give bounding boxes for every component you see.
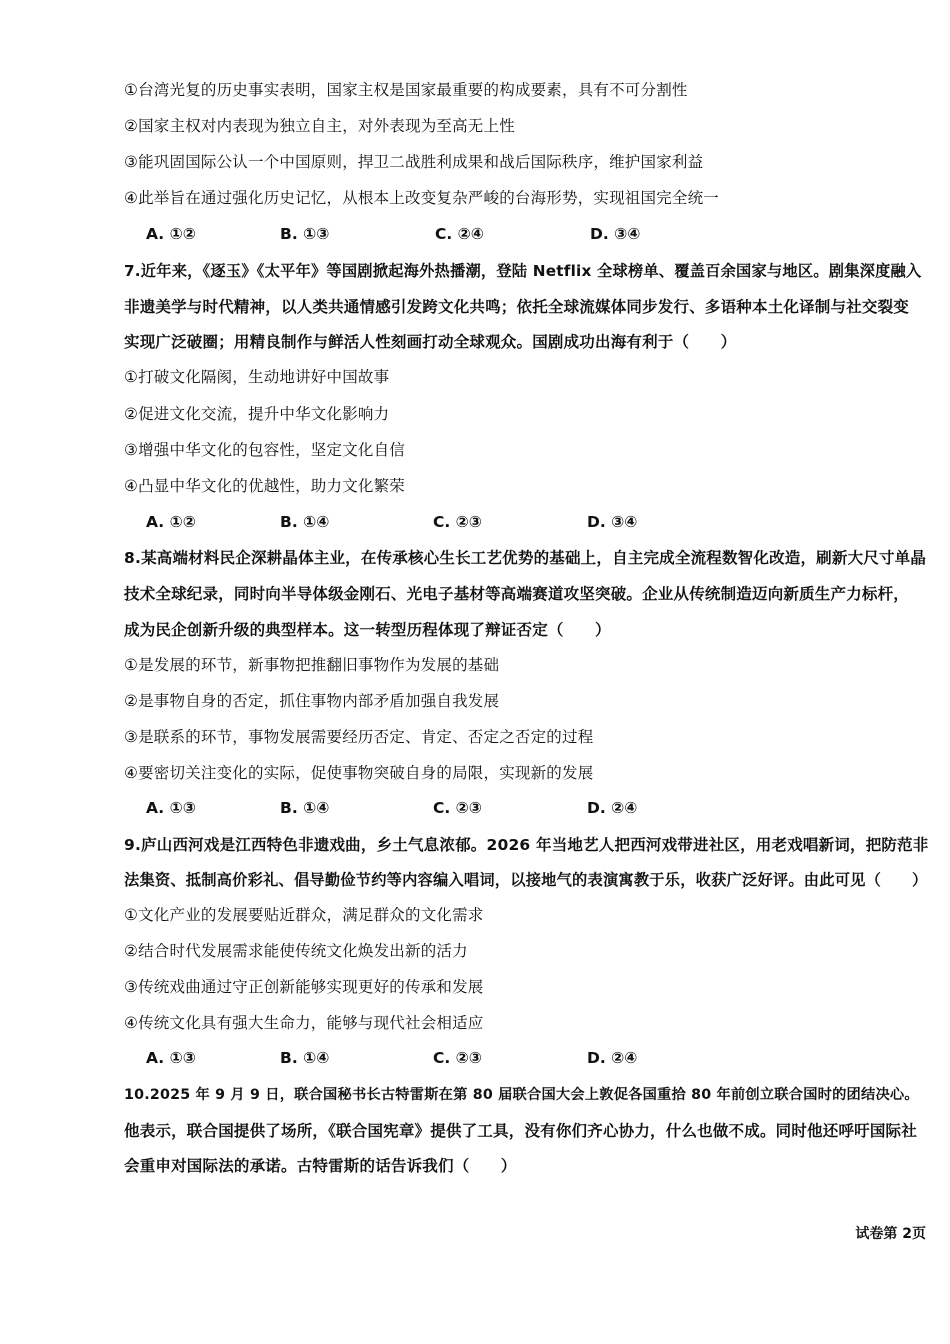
q8-option-d: D. ②④ xyxy=(587,799,638,817)
page-number: 试卷第 2页 xyxy=(855,1226,926,1242)
q10-stem-line-3: 会重申对国际法的承诺。古特雷斯的话告诉我们（ ） xyxy=(124,1157,517,1175)
q6-item-2: ②国家主权对内表现为独立自主，对外表现为至高无上性 xyxy=(124,117,515,135)
q8-option-c: C. ②③ xyxy=(433,799,482,817)
q9-stem-line-1: 9.庐山西河戏是江西特色非遗戏曲，乡土气息浓郁。2026 年当地艺人把西河戏带进社区，用老戏唱新词，把防范非 xyxy=(124,836,929,854)
q7-stem-line-2: 非遗美学与时代精神，以人类共通情感引发跨文化共鸣；依托全球流媒体同步发行、多语种本土化译制与社交裂变 xyxy=(124,298,910,316)
q8-item-2: ②是事物自身的否定，抓住事物内部矛盾加强自我发展 xyxy=(124,692,500,710)
q6-option-d: D. ③④ xyxy=(590,225,641,243)
q6-item-1: ①台湾光复的历史事实表明，国家主权是国家最重要的构成要素，具有不可分割性 xyxy=(124,81,688,99)
q9-option-c: C. ②③ xyxy=(433,1049,482,1067)
q7-stem-line-1: 7.近年来，《逐玉》《太平年》等国剧掀起海外热播潮，登陆 Netflix 全球榜单、覆盖百余国家与地区。剧集深度融入 xyxy=(124,262,922,280)
q7-option-a: A. ①② xyxy=(146,513,196,531)
q7-item-2: ②促进文化交流，提升中华文化影响力 xyxy=(124,405,390,423)
q7-option-b: B. ①④ xyxy=(280,513,330,531)
q9-item-1: ①文化产业的发展要贴近群众，满足群众的文化需求 xyxy=(124,906,484,924)
q7-item-4: ④凸显中华文化的优越性，助力文化繁荣 xyxy=(124,477,405,495)
q8-stem-line-3: 成为民企创新升级的典型样本。这一转型历程体现了辩证否定（ ） xyxy=(124,621,611,639)
q6-option-c: C. ②④ xyxy=(435,225,484,243)
q7-option-c: C. ②③ xyxy=(433,513,482,531)
q8-option-b: B. ①④ xyxy=(280,799,330,817)
q7-stem-line-3: 实现广泛破圈；用精良制作与鲜活人性刻画打动全球观众。国剧成功出海有利于（ ） xyxy=(124,333,737,351)
q10-stem-line-1: 10.2025 年 9 月 9 日，联合国秘书长古特雷斯在第 80 届联合国大会上敦促各国重拾 80 年前创立联合国时的团结决心。 xyxy=(124,1087,919,1103)
q9-option-a: A. ①③ xyxy=(146,1049,196,1067)
q9-item-4: ④传统文化具有强大生命力，能够与现代社会相适应 xyxy=(124,1014,484,1032)
q8-option-a: A. ①③ xyxy=(146,799,196,817)
q10-stem-line-2: 他表示，联合国提供了场所，《联合国宪章》提供了工具，没有你们齐心协力，什么也做不成。同时他还呼吁国际社 xyxy=(124,1122,917,1140)
q9-item-3: ③传统戏曲通过守正创新能够实现更好的传承和发展 xyxy=(124,978,484,996)
q6-option-b: B. ①③ xyxy=(280,225,330,243)
q6-item-3: ③能巩固国际公认一个中国原则，捍卫二战胜利成果和战后国际秩序，维护国家利益 xyxy=(124,153,704,171)
q7-option-d: D. ③④ xyxy=(587,513,638,531)
q9-stem-line-2: 法集资、抵制高价彩礼、倡导勤俭节约等内容编入唱词，以接地气的表演寓教于乐，收获广泛好评。由此可见（ ） xyxy=(124,871,928,889)
q9-option-b: B. ①④ xyxy=(280,1049,330,1067)
q6-item-4: ④此举旨在通过强化历史记忆，从根本上改变复杂严峻的台海形势，实现祖国完全统一 xyxy=(124,189,719,207)
q8-item-1: ①是发展的环节，新事物把推翻旧事物作为发展的基础 xyxy=(124,656,500,674)
q9-option-d: D. ②④ xyxy=(587,1049,638,1067)
q9-item-2: ②结合时代发展需求能使传统文化焕发出新的活力 xyxy=(124,942,468,960)
q8-item-3: ③是联系的环节，事物发展需要经历否定、肯定、否定之否定的过程 xyxy=(124,728,594,746)
q8-stem-line-1: 8.某高端材料民企深耕晶体主业，在传承核心生长工艺优势的基础上，自主完成全流程数智化改造，刷新大尺寸单晶 xyxy=(124,549,927,567)
q8-item-4: ④要密切关注变化的实际，促使事物突破自身的局限，实现新的发展 xyxy=(124,764,594,782)
q8-stem-line-2: 技术全球纪录，同时向半导体级金刚石、光电子基材等高端赛道攻坚突破。企业从传统制造迈向新质生产力标杆， xyxy=(124,585,910,603)
q6-option-a: A. ①② xyxy=(146,225,196,243)
q7-item-1: ①打破文化隔阂，生动地讲好中国故事 xyxy=(124,368,390,386)
q7-item-3: ③增强中华文化的包容性，坚定文化自信 xyxy=(124,441,405,459)
